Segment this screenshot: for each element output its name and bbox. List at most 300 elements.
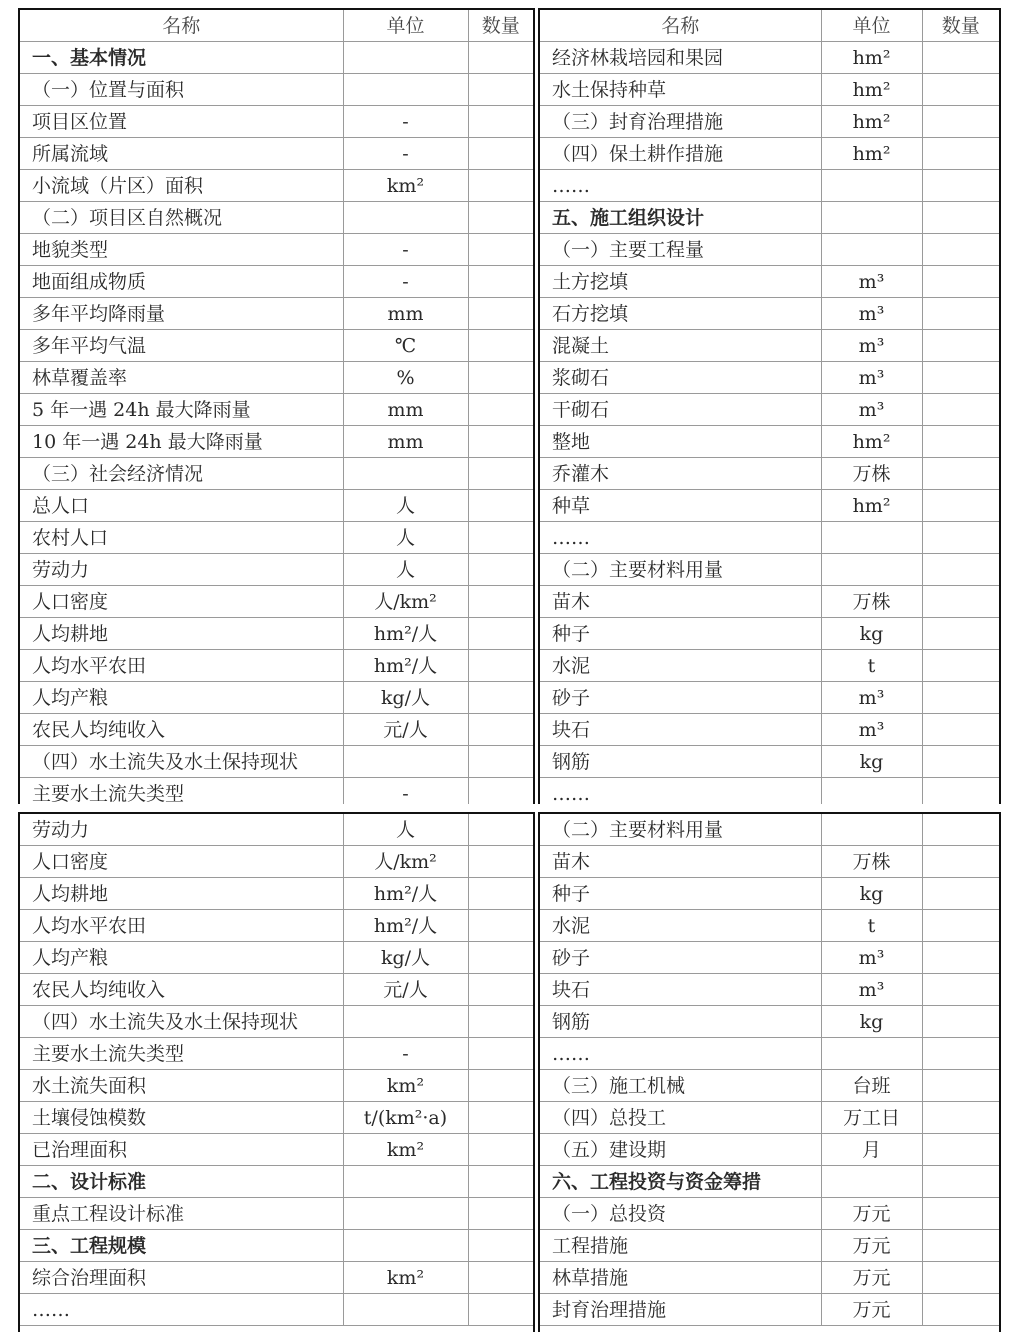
header-name: 名称 — [20, 10, 343, 42]
row-unit — [821, 554, 922, 586]
row-quantity-cell — [468, 1198, 533, 1230]
table-row — [20, 330, 533, 362]
table-row — [20, 682, 533, 714]
row-quantity-cell — [922, 1294, 999, 1326]
row-name: 综合治理面积 — [20, 1262, 343, 1294]
table-row — [540, 618, 999, 650]
row-unit: 万工日 — [821, 1102, 922, 1134]
row-name: 干砌石 — [540, 394, 821, 426]
table-left-bottom — [18, 812, 535, 1332]
table-row — [20, 42, 533, 74]
table-row — [540, 170, 999, 202]
row-name: （一）总投资 — [540, 1198, 821, 1230]
row-unit: km² — [343, 1262, 468, 1294]
row-unit: hm² — [821, 138, 922, 170]
row-name: 主要水土流失类型 — [20, 1038, 343, 1070]
row-name: （一）主要工程量 — [540, 234, 821, 266]
row-quantity-cell — [922, 234, 999, 266]
row-quantity-cell — [922, 974, 999, 1006]
row-quantity-cell — [922, 650, 999, 682]
row-quantity-cell — [468, 814, 533, 846]
row-name: 二、设计标准 — [20, 1166, 343, 1198]
row-name: （四）水土流失及水土保持现状 — [20, 1006, 343, 1038]
row-unit: 台班 — [821, 1070, 922, 1102]
table-row — [540, 1070, 999, 1102]
row-quantity-cell — [922, 42, 999, 74]
table-row — [20, 458, 533, 490]
row-unit: - — [343, 138, 468, 170]
row-quantity-cell — [468, 490, 533, 522]
header-row — [540, 10, 999, 42]
row-quantity-cell — [922, 1070, 999, 1102]
row-unit: m³ — [821, 942, 922, 974]
row-unit: 万元 — [821, 1294, 922, 1326]
table-row — [20, 846, 533, 878]
row-quantity-cell — [922, 298, 999, 330]
row-quantity-cell — [922, 106, 999, 138]
table-right-bottom — [538, 812, 1001, 1332]
header-row — [20, 10, 533, 42]
row-unit — [821, 1166, 922, 1198]
row-unit: 人 — [343, 490, 468, 522]
row-unit: 元/人 — [343, 714, 468, 746]
row-unit: t/(km²·a) — [343, 1102, 468, 1134]
row-name: 10 年一遇 24h 最大降雨量 — [20, 426, 343, 458]
row-quantity-cell — [922, 618, 999, 650]
row-name: 劳动力 — [20, 554, 343, 586]
header-qty: 数量 — [468, 10, 533, 42]
row-quantity-cell — [922, 942, 999, 974]
row-unit: kg/人 — [343, 942, 468, 974]
row-quantity-cell — [468, 362, 533, 394]
table-row — [540, 458, 999, 490]
table-row — [20, 814, 533, 846]
table-row — [20, 1102, 533, 1134]
row-quantity-cell — [468, 394, 533, 426]
row-name: 人均耕地 — [20, 618, 343, 650]
row-quantity-cell — [468, 458, 533, 490]
row-quantity-cell — [468, 1230, 533, 1262]
row-quantity-cell — [922, 1262, 999, 1294]
row-name: 苗木 — [540, 586, 821, 618]
table-row — [20, 746, 533, 778]
row-quantity-cell — [468, 170, 533, 202]
row-unit: t — [821, 910, 922, 942]
row-name: 地貌类型 — [20, 234, 343, 266]
row-quantity-cell — [468, 1294, 533, 1326]
row-quantity-cell — [922, 138, 999, 170]
row-quantity-cell — [922, 522, 999, 554]
table-row — [540, 910, 999, 942]
table-row — [540, 1102, 999, 1134]
row-quantity-cell — [922, 202, 999, 234]
row-name: 人均水平农田 — [20, 910, 343, 942]
table-row — [20, 234, 533, 266]
row-name: 多年平均降雨量 — [20, 298, 343, 330]
row-name: 农民人均纯收入 — [20, 974, 343, 1006]
row-quantity-cell — [922, 490, 999, 522]
row-unit: hm²/人 — [343, 650, 468, 682]
row-quantity-cell — [922, 814, 999, 846]
row-unit: kg — [821, 878, 922, 910]
table-row — [20, 1070, 533, 1102]
table-row — [20, 586, 533, 618]
table-row — [540, 426, 999, 458]
table-row — [540, 490, 999, 522]
row-quantity-cell — [922, 846, 999, 878]
row-name: 钢筋 — [540, 746, 821, 778]
row-quantity-cell — [922, 1134, 999, 1166]
row-name: 地面组成物质 — [20, 266, 343, 298]
row-unit: mm — [343, 394, 468, 426]
table-row — [20, 618, 533, 650]
row-unit — [343, 42, 468, 74]
row-quantity-cell — [468, 330, 533, 362]
table-row — [540, 878, 999, 910]
row-unit: ℃ — [343, 330, 468, 362]
row-unit: 人 — [343, 522, 468, 554]
row-name: 林草措施 — [540, 1262, 821, 1294]
row-quantity-cell — [922, 1230, 999, 1262]
table-row — [20, 170, 533, 202]
row-unit — [343, 1294, 468, 1326]
row-name: （四）水土流失及水土保持现状 — [20, 746, 343, 778]
row-unit — [343, 1006, 468, 1038]
row-name: 封育治理措施 — [540, 1294, 821, 1326]
row-unit: 万元 — [821, 1230, 922, 1262]
table-row — [20, 974, 533, 1006]
row-unit: - — [343, 1038, 468, 1070]
header-qty: 数量 — [922, 10, 999, 42]
row-quantity-cell — [922, 746, 999, 778]
row-unit: - — [343, 266, 468, 298]
row-quantity-cell — [922, 74, 999, 106]
row-unit: hm² — [821, 42, 922, 74]
row-name: 块石 — [540, 714, 821, 746]
row-quantity-cell — [922, 554, 999, 586]
row-name: 人均耕地 — [20, 878, 343, 910]
row-unit: 万株 — [821, 458, 922, 490]
table-row — [540, 202, 999, 234]
row-quantity-cell — [922, 1166, 999, 1198]
row-quantity-cell — [468, 298, 533, 330]
row-name: 混凝土 — [540, 330, 821, 362]
row-unit — [343, 1198, 468, 1230]
header-unit: 单位 — [343, 10, 468, 42]
row-quantity-cell — [468, 266, 533, 298]
row-quantity-cell — [468, 682, 533, 714]
row-unit — [343, 746, 468, 778]
row-name: 一、基本情况 — [20, 42, 343, 74]
table-row — [20, 554, 533, 586]
row-unit: km² — [343, 170, 468, 202]
table-row — [540, 74, 999, 106]
row-name: 林草覆盖率 — [20, 362, 343, 394]
table-row — [540, 362, 999, 394]
row-quantity-cell — [468, 746, 533, 778]
table-row — [540, 974, 999, 1006]
row-quantity-cell — [468, 618, 533, 650]
row-name: 土壤侵蚀模数 — [20, 1102, 343, 1134]
table-row — [20, 878, 533, 910]
row-unit: 万元 — [821, 1198, 922, 1230]
table-row — [540, 682, 999, 714]
row-name: 苗木 — [540, 846, 821, 878]
table-row — [540, 522, 999, 554]
table-row — [540, 1006, 999, 1038]
row-quantity-cell — [468, 1262, 533, 1294]
row-name: 砂子 — [540, 682, 821, 714]
row-name: …… — [540, 778, 821, 810]
row-name: 水土流失面积 — [20, 1070, 343, 1102]
table-row — [540, 586, 999, 618]
table-row — [20, 106, 533, 138]
header-name: 名称 — [540, 10, 821, 42]
table-row — [540, 1230, 999, 1262]
row-unit: hm² — [821, 426, 922, 458]
row-name: 农村人口 — [20, 522, 343, 554]
row-unit: mm — [343, 298, 468, 330]
row-name: 人均水平农田 — [20, 650, 343, 682]
row-quantity-cell — [468, 586, 533, 618]
row-unit: - — [343, 234, 468, 266]
row-name: （五）建设期 — [540, 1134, 821, 1166]
row-name: 工程措施 — [540, 1230, 821, 1262]
table-row — [20, 138, 533, 170]
row-unit — [343, 458, 468, 490]
row-quantity-cell — [468, 846, 533, 878]
row-unit — [821, 202, 922, 234]
row-name: …… — [540, 522, 821, 554]
row-name: 所属流域 — [20, 138, 343, 170]
row-name: 已治理面积 — [20, 1134, 343, 1166]
row-unit: hm²/人 — [343, 618, 468, 650]
row-unit: hm²/人 — [343, 878, 468, 910]
row-name: …… — [540, 1038, 821, 1070]
row-quantity-cell — [468, 1038, 533, 1070]
row-name: 块石 — [540, 974, 821, 1006]
row-name: 小流域（片区）面积 — [20, 170, 343, 202]
table-row — [540, 1198, 999, 1230]
row-quantity-cell — [468, 910, 533, 942]
row-unit: 元/人 — [343, 974, 468, 1006]
row-quantity-cell — [922, 910, 999, 942]
row-unit: 万株 — [821, 586, 922, 618]
table-row — [20, 942, 533, 974]
table-row — [20, 910, 533, 942]
table-row — [20, 426, 533, 458]
row-quantity-cell — [922, 330, 999, 362]
table-row — [540, 1038, 999, 1070]
row-unit: 万株 — [821, 846, 922, 878]
row-unit: m³ — [821, 266, 922, 298]
table-row — [20, 1198, 533, 1230]
row-unit: mm — [343, 426, 468, 458]
panel-gap — [0, 804, 1021, 812]
row-unit: m³ — [821, 330, 922, 362]
row-unit: m³ — [821, 714, 922, 746]
row-quantity-cell — [922, 362, 999, 394]
row-name: 浆砌石 — [540, 362, 821, 394]
row-name: （二）主要材料用量 — [540, 554, 821, 586]
row-name: 水泥 — [540, 650, 821, 682]
row-unit: 人 — [343, 554, 468, 586]
row-quantity-cell — [922, 426, 999, 458]
row-name: 多年平均气温 — [20, 330, 343, 362]
row-name: 主要水土流失类型 — [20, 778, 343, 810]
row-name: 农民人均纯收入 — [20, 714, 343, 746]
table-row — [540, 42, 999, 74]
row-name: 水土保持种草 — [540, 74, 821, 106]
row-quantity-cell — [468, 522, 533, 554]
table-row — [540, 846, 999, 878]
table-row — [20, 1134, 533, 1166]
row-name: 项目区位置 — [20, 106, 343, 138]
table-row — [20, 714, 533, 746]
row-unit — [343, 1166, 468, 1198]
row-unit: 人/km² — [343, 586, 468, 618]
row-unit — [821, 170, 922, 202]
row-quantity-cell — [468, 942, 533, 974]
row-unit: km² — [343, 1134, 468, 1166]
row-name: 经济林栽培园和果园 — [540, 42, 821, 74]
row-name: 人均产粮 — [20, 942, 343, 974]
row-name: 种子 — [540, 878, 821, 910]
row-name: 重点工程设计标准 — [20, 1198, 343, 1230]
row-quantity-cell — [922, 170, 999, 202]
row-quantity-cell — [468, 202, 533, 234]
row-quantity-cell — [468, 650, 533, 682]
row-unit: - — [343, 778, 468, 810]
table-row — [20, 394, 533, 426]
row-name: 石方挖填 — [540, 298, 821, 330]
table-row — [540, 714, 999, 746]
table-row — [540, 746, 999, 778]
row-quantity-cell — [468, 1006, 533, 1038]
row-quantity-cell — [468, 42, 533, 74]
row-name: 劳动力 — [20, 814, 343, 846]
row-unit: 人/km² — [343, 846, 468, 878]
table-row — [20, 650, 533, 682]
table-row — [20, 1166, 533, 1198]
row-quantity-cell — [468, 1166, 533, 1198]
row-name: 水泥 — [540, 910, 821, 942]
row-name: 钢筋 — [540, 1006, 821, 1038]
row-name: 砂子 — [540, 942, 821, 974]
row-name: 5 年一遇 24h 最大降雨量 — [20, 394, 343, 426]
row-unit: hm²/人 — [343, 910, 468, 942]
row-unit: kg — [821, 746, 922, 778]
table-row — [20, 490, 533, 522]
table-row — [20, 1262, 533, 1294]
row-quantity-cell — [468, 1070, 533, 1102]
row-quantity-cell — [922, 266, 999, 298]
row-quantity-cell — [468, 74, 533, 106]
table-row — [540, 394, 999, 426]
row-unit — [821, 1038, 922, 1070]
table-row — [20, 1230, 533, 1262]
row-name: （四）总投工 — [540, 1102, 821, 1134]
row-unit: hm² — [821, 106, 922, 138]
row-name: 人均产粮 — [20, 682, 343, 714]
row-name: 乔灌木 — [540, 458, 821, 490]
row-name: 人口密度 — [20, 846, 343, 878]
row-name: 整地 — [540, 426, 821, 458]
row-unit: t — [821, 650, 922, 682]
row-quantity-cell — [468, 106, 533, 138]
row-unit: m³ — [821, 298, 922, 330]
table-row — [20, 202, 533, 234]
row-unit — [343, 1230, 468, 1262]
row-name: （三）施工机械 — [540, 1070, 821, 1102]
row-quantity-cell — [468, 138, 533, 170]
table-row — [540, 1134, 999, 1166]
row-unit: hm² — [821, 74, 922, 106]
table-row — [540, 554, 999, 586]
table-row — [540, 1294, 999, 1326]
row-unit — [343, 202, 468, 234]
row-name: 总人口 — [20, 490, 343, 522]
row-quantity-cell — [468, 234, 533, 266]
row-name: （四）保土耕作措施 — [540, 138, 821, 170]
row-unit: 人 — [343, 814, 468, 846]
table-row — [20, 298, 533, 330]
row-name: …… — [20, 1294, 343, 1326]
row-unit: m³ — [821, 974, 922, 1006]
row-unit — [821, 234, 922, 266]
table-row — [20, 362, 533, 394]
row-quantity-cell — [922, 586, 999, 618]
table-row — [20, 1038, 533, 1070]
row-name: （二）主要材料用量 — [540, 814, 821, 846]
row-quantity-cell — [922, 1198, 999, 1230]
row-quantity-cell — [468, 1102, 533, 1134]
row-unit: kg — [821, 618, 922, 650]
table-row — [540, 330, 999, 362]
row-name: 五、施工组织设计 — [540, 202, 821, 234]
row-unit — [343, 74, 468, 106]
row-name: 种草 — [540, 490, 821, 522]
table-row — [20, 1294, 533, 1326]
row-unit: kg — [821, 1006, 922, 1038]
row-name: 人口密度 — [20, 586, 343, 618]
row-quantity-cell — [468, 1134, 533, 1166]
row-quantity-cell — [468, 554, 533, 586]
table-row — [540, 942, 999, 974]
table-row — [20, 522, 533, 554]
row-quantity-cell — [922, 878, 999, 910]
table-row — [540, 234, 999, 266]
table-row — [20, 74, 533, 106]
table-row — [540, 1166, 999, 1198]
row-name: 土方挖填 — [540, 266, 821, 298]
row-unit — [821, 814, 922, 846]
row-name: （三）封育治理措施 — [540, 106, 821, 138]
table-row — [540, 1262, 999, 1294]
row-name: （一）位置与面积 — [20, 74, 343, 106]
row-unit — [821, 522, 922, 554]
table-panel-bottom — [0, 812, 1021, 1332]
row-unit: 万元 — [821, 1262, 922, 1294]
table-row — [540, 814, 999, 846]
table-row — [540, 138, 999, 170]
row-quantity-cell — [922, 458, 999, 490]
row-unit: m³ — [821, 682, 922, 714]
table-left-top — [18, 8, 535, 804]
row-unit: km² — [343, 1070, 468, 1102]
row-name: 三、工程规模 — [20, 1230, 343, 1262]
row-quantity-cell — [468, 714, 533, 746]
